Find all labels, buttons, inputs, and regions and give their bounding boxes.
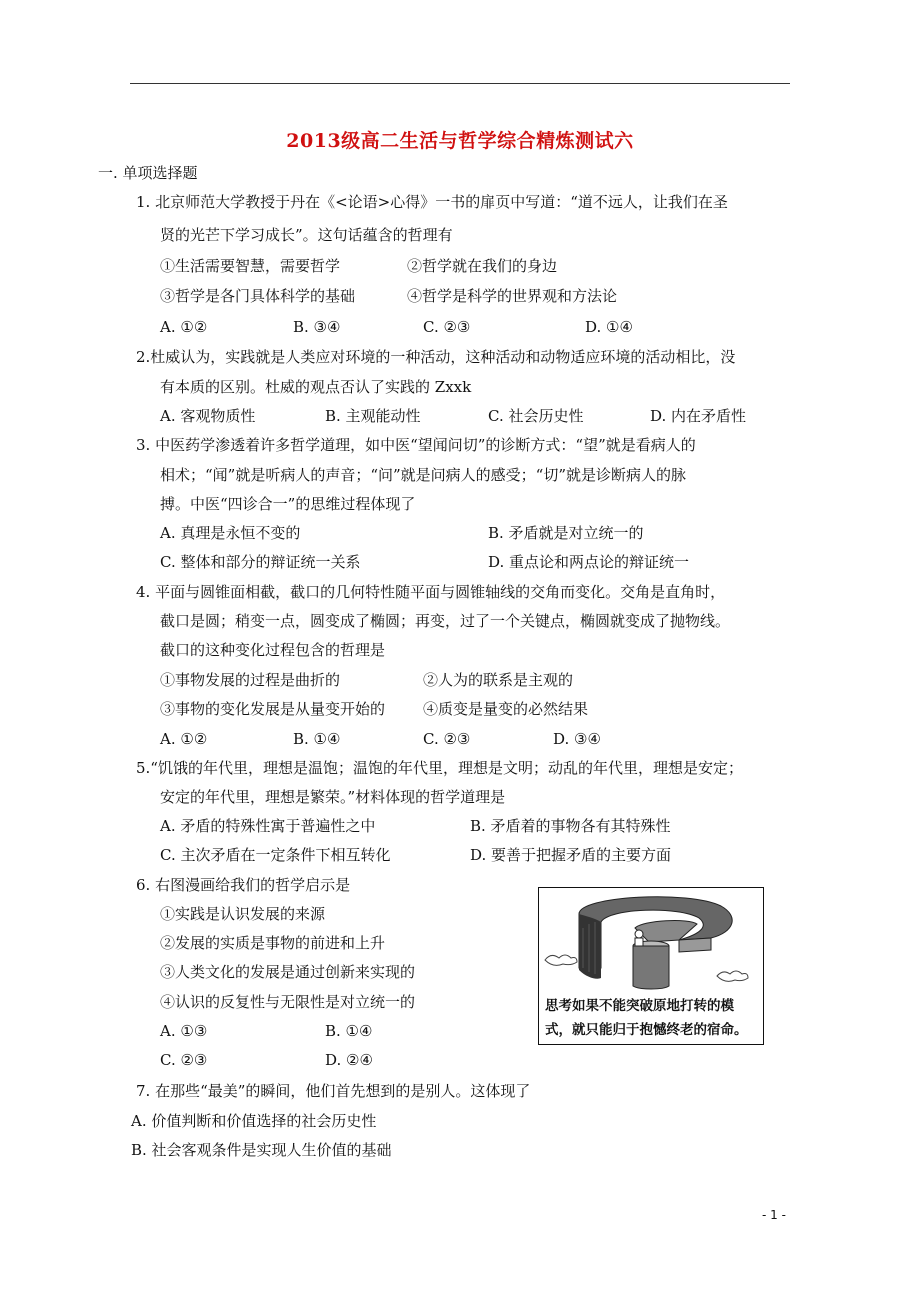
q6-option-c: C. ②③ (160, 1051, 208, 1069)
q3-option-b: B. 矛盾就是对立统一的 (488, 524, 644, 542)
q1-stem-line2: 贤的光芒下学习成长”。这句话蕴含的哲理有 (160, 226, 453, 244)
cartoon-caption-line1: 思考如果不能突破原地打转的模 (545, 998, 734, 1014)
q4-option-b: B. ①④ (293, 730, 341, 748)
q1-stem-line1: 1. 北京师范大学教授于丹在《<论语>心得》一书的扉页中写道：“道不远人，让我们在圣 (136, 193, 728, 211)
q2-option-a: A. 客观物质性 (160, 407, 256, 425)
q5-stem-line2: 安定的年代里，理想是繁荣。”材料体现的哲学道理是 (160, 788, 506, 806)
q3-option-d: D. 重点论和两点论的辩证统一 (488, 553, 690, 571)
q1-item-2: ②哲学就在我们的身边 (407, 257, 558, 275)
q2-option-b: B. 主观能动性 (325, 407, 421, 425)
q2-option-d: D. 内在矛盾性 (650, 407, 747, 425)
section-heading: 一. 单项选择题 (98, 164, 198, 182)
page-title: 2013级高二生活与哲学综合精炼测试六 (286, 130, 634, 152)
q4-stem-line3: 截口的这种变化过程包含的哲理是 (160, 641, 386, 659)
cartoon-caption (539, 994, 763, 1042)
q2-stem-line2: 有本质的区别。杜威的观点否认了实践的 Zxxk (160, 378, 472, 396)
q2-stem-line1: 2.杜威认为，实践就是人类应对环境的一种活动，这种活动和动物适应环境的活动相比，没 (136, 348, 736, 366)
q6-option-a: A. ①③ (160, 1022, 208, 1040)
q1-option-b: B. ③④ (293, 318, 341, 336)
q6-item-4: ④认识的反复性与无限性是对立统一的 (160, 993, 416, 1011)
q6-item-1: ①实践是认识发展的来源 (160, 905, 326, 923)
q3-stem-line2: 相术；“闻”就是听病人的声音；“问”就是问病人的感受；“切”就是诊断病人的脉 (160, 466, 687, 484)
q3-option-a: A. 真理是永恒不变的 (160, 524, 301, 542)
q3-stem-line1: 3. 中医药学渗透着许多哲学道理，如中医“望闻问切”的诊断方式：“望”就是看病人的 (136, 436, 696, 454)
q3-option-c: C. 整体和部分的辩证统一关系 (160, 553, 361, 571)
q6-item-3: ③人类文化的发展是通过创新来实现的 (160, 963, 416, 981)
q1-option-a: A. ①② (160, 318, 208, 336)
page-number: - 1 - (762, 1208, 786, 1222)
q6-stem-line1: 6. 右图漫画给我们的哲学启示是 (136, 876, 351, 894)
cartoon-figure (538, 887, 764, 1045)
q4-stem-line2: 截口是圆；稍变一点，圆变成了椭圆；再变，过了一个关键点，椭圆就变成了抛物线。 (160, 612, 731, 630)
q4-item-3: ③事物的变化发展是从量变开始的 (160, 700, 386, 718)
q1-item-4: ④哲学是科学的世界观和方法论 (407, 287, 618, 305)
cartoon-illustration (539, 888, 763, 992)
q4-option-a: A. ①② (160, 730, 208, 748)
q1-item-1: ①生活需要智慧，需要哲学 (160, 257, 341, 275)
q2-option-c: C. 社会历史性 (488, 407, 584, 425)
q6-option-d: D. ②④ (325, 1051, 373, 1069)
cartoon-caption-line2: 式，就只能归于抱憾终老的宿命。 (545, 1022, 748, 1038)
q6-option-b: B. ①④ (325, 1022, 373, 1040)
q4-option-c: C. ②③ (423, 730, 471, 748)
q4-item-4: ④质变是量变的必然结果 (423, 700, 589, 718)
q5-option-b: B. 矛盾着的事物各有其特殊性 (470, 817, 671, 835)
q5-option-a: A. 矛盾的特殊性寓于普遍性之中 (160, 817, 376, 835)
q7-stem-line1: 7. 在那些“最美”的瞬间，他们首先想到的是别人。这体现了 (136, 1082, 531, 1100)
q7-option-b: B. 社会客观条件是实现人生价值的基础 (131, 1141, 392, 1159)
q1-option-c: C. ②③ (423, 318, 471, 336)
q1-item-3: ③哲学是各门具体科学的基础 (160, 287, 356, 305)
q5-option-c: C. 主次矛盾在一定条件下相互转化 (160, 846, 391, 864)
q3-stem-line3: 搏。中医“四诊合一”的思维过程体现了 (160, 495, 416, 513)
q4-item-2: ②人为的联系是主观的 (423, 671, 574, 689)
q4-item-1: ①事物发展的过程是曲折的 (160, 671, 341, 689)
q7-option-a: A. 价值判断和价值选择的社会历史性 (131, 1112, 377, 1130)
q5-stem-line1: 5.“饥饿的年代里，理想是温饱；温饱的年代里，理想是文明；动乱的年代里，理想是安定； (136, 759, 743, 777)
header-rule (130, 83, 790, 84)
q1-option-d: D. ①④ (585, 318, 633, 336)
q6-item-2: ②发展的实质是事物的前进和上升 (160, 934, 386, 952)
q5-option-d: D. 要善于把握矛盾的主要方面 (470, 846, 672, 864)
q4-option-d: D. ③④ (553, 730, 601, 748)
q4-stem-line1: 4. 平面与圆锥面相截，截口的几何特性随平面与圆锥轴线的交角而变化。交角是直角时， (136, 583, 726, 601)
